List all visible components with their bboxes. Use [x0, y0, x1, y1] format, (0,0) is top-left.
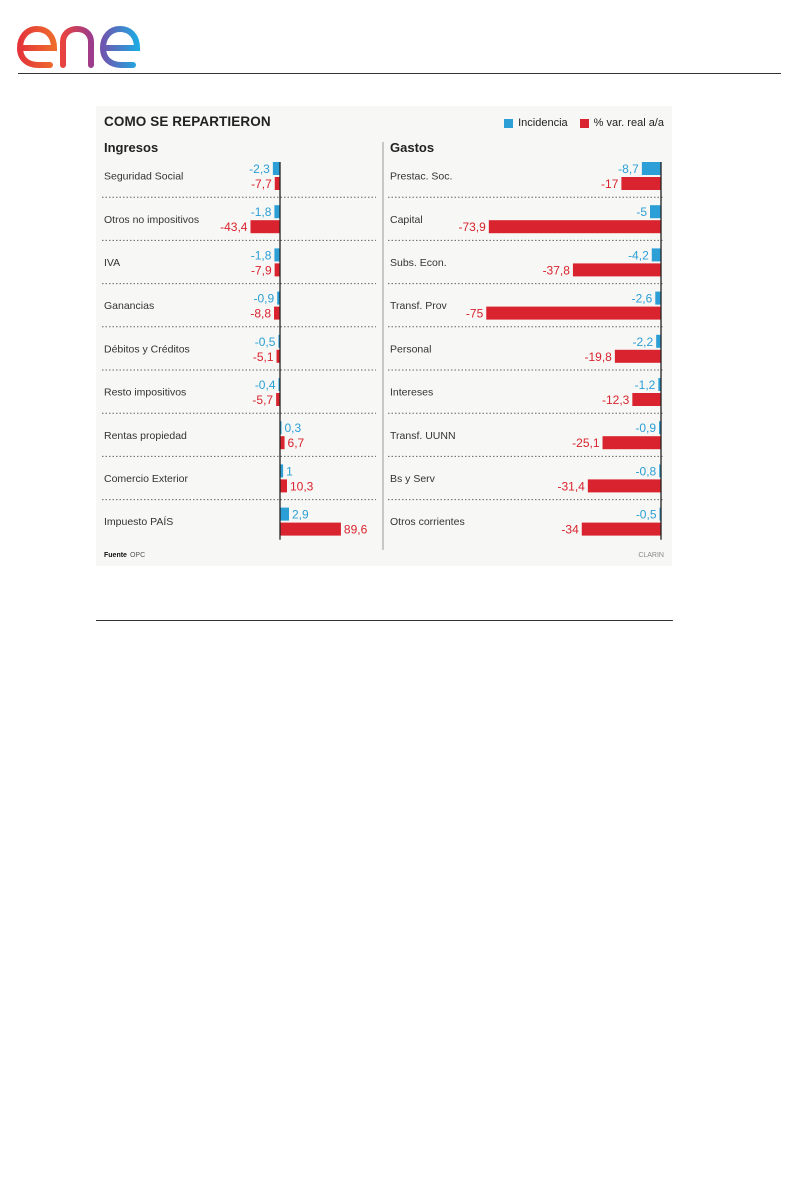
label-var-real-gastos-transf-uunn: -25,1 — [572, 436, 600, 451]
category-label-ingresos-impuesto-pais: Impuesto PAÍS — [104, 516, 174, 529]
bar-var-real-ingresos-seguridad-social — [275, 177, 280, 190]
bar-incidencia-ingresos-impuesto-pais — [280, 508, 289, 521]
category-label-ingresos-comercio-exterior: Comercio Exterior — [104, 473, 189, 485]
category-label-gastos-prestac-soc: Prestac. Soc. — [390, 170, 453, 183]
category-label-gastos-otros-corrientes: Otros corrientes — [390, 516, 465, 529]
label-incidencia-gastos-transf-prov: -2,6 — [631, 291, 653, 306]
bar-var-real-gastos-capital — [489, 220, 661, 233]
bar-var-real-gastos-personal — [615, 350, 661, 363]
panel-title-ingresos: Ingresos — [104, 140, 159, 155]
category-label-gastos-intereses: Intereses — [390, 386, 434, 399]
category-label-gastos-bs-y-serv: Bs y Serv — [390, 473, 435, 485]
bar-incidencia-gastos-subs-econ — [652, 248, 661, 261]
label-var-real-ingresos-otros-no-impositivos: -43,4 — [220, 220, 248, 235]
legend-swatch-var-real — [580, 119, 589, 128]
label-var-real-gastos-intereses: -12,3 — [601, 393, 630, 407]
category-label-ingresos-iva: IVA — [104, 257, 121, 269]
bar-var-real-gastos-transf-uunn — [603, 436, 661, 449]
label-incidencia-ingresos-resto-impositivos: -0,4 — [254, 378, 276, 392]
category-label-ingresos-resto-impositivos: Resto impositivos — [104, 386, 187, 399]
label-var-real-gastos-bs-y-serv: -31,4 — [557, 479, 585, 494]
bar-incidencia-gastos-transf-prov — [655, 292, 661, 305]
enel-logo — [16, 8, 172, 68]
bar-var-real-gastos-subs-econ — [573, 263, 661, 276]
label-incidencia-gastos-prestac-soc: -8,7 — [618, 162, 639, 176]
category-label-gastos-capital: Capital — [390, 213, 423, 226]
label-incidencia-ingresos-impuesto-pais: 2,9 — [291, 507, 309, 522]
chart-canvas — [96, 106, 672, 566]
category-label-ingresos-rentas-propiedad: Rentas propiedad — [104, 429, 187, 442]
label-var-real-gastos-capital: -73,9 — [458, 220, 486, 235]
label-incidencia-ingresos-comercio-exterior: 1 — [286, 464, 293, 479]
label-var-real-ingresos-debitos-y-creditos: -5,1 — [252, 349, 274, 364]
category-label-gastos-subs-econ: Subs. Econ. — [390, 257, 447, 269]
legend-label-incidencia: Incidencia — [518, 117, 568, 129]
bar-var-real-ingresos-impuesto-pais — [280, 523, 341, 536]
label-incidencia-gastos-otros-corrientes: -0,5 — [635, 507, 657, 522]
label-incidencia-gastos-capital: -5 — [636, 205, 647, 220]
label-var-real-gastos-prestac-soc: -17 — [601, 177, 619, 191]
label-var-real-gastos-transf-prov: -75 — [465, 306, 484, 321]
panel-title-gastos: Gastos — [390, 140, 435, 155]
label-incidencia-ingresos-iva: -1,8 — [250, 248, 272, 263]
label-incidencia-gastos-personal: -2,2 — [632, 334, 654, 349]
legend-swatch-incidencia — [504, 119, 513, 128]
bar-var-real-gastos-transf-prov — [486, 307, 661, 320]
category-label-gastos-personal: Personal — [390, 343, 432, 356]
bar-var-real-gastos-prestac-soc — [621, 177, 661, 190]
label-incidencia-ingresos-ganancias: -0,9 — [253, 291, 275, 306]
label-incidencia-ingresos-seguridad-social: -2,3 — [249, 162, 270, 176]
label-incidencia-ingresos-rentas-propiedad: 0,3 — [284, 421, 302, 436]
bar-var-real-ingresos-iva — [275, 263, 280, 276]
category-label-ingresos-debitos-y-creditos: Débitos y Créditos — [104, 343, 190, 356]
label-var-real-gastos-subs-econ: -37,8 — [542, 263, 570, 278]
bar-incidencia-ingresos-seguridad-social — [273, 162, 280, 175]
category-label-ingresos-otros-no-impositivos: Otros no impositivos — [104, 213, 200, 226]
bar-var-real-ingresos-comercio-exterior — [280, 479, 287, 492]
bar-var-real-ingresos-rentas-propiedad — [280, 436, 285, 449]
bar-incidencia-gastos-personal — [656, 335, 661, 348]
source-label: Fuente — [104, 552, 127, 559]
bar-incidencia-ingresos-otros-no-impositivos — [274, 205, 280, 218]
category-label-gastos-transf-uunn: Transf. UUNN — [390, 429, 456, 442]
bar-incidencia-gastos-prestac-soc — [642, 162, 661, 175]
legend-label-var-real: % var. real a/a — [593, 117, 664, 129]
label-var-real-ingresos-seguridad-social: -7,7 — [251, 177, 272, 191]
chart-figure — [96, 106, 672, 566]
label-var-real-ingresos-impuesto-pais: 89,6 — [343, 522, 368, 537]
label-var-real-ingresos-iva: -7,9 — [250, 263, 272, 278]
label-incidencia-gastos-intereses: -1,2 — [634, 378, 656, 392]
header-divider — [18, 73, 781, 74]
bar-incidencia-ingresos-iva — [274, 248, 280, 261]
label-incidencia-ingresos-debitos-y-creditos: -0,5 — [254, 334, 276, 349]
category-label-ingresos-seguridad-social: Seguridad Social — [104, 170, 184, 183]
chart-source — [104, 552, 145, 559]
chart-credit: CLARIN — [638, 552, 664, 559]
label-var-real-gastos-personal: -19,8 — [584, 349, 612, 364]
bar-var-real-ingresos-ganancias — [274, 307, 280, 320]
footer-divider — [96, 620, 673, 621]
source-value: OPC — [129, 552, 146, 559]
label-var-real-ingresos-resto-impositivos: -5,7 — [252, 393, 274, 407]
chart-title: COMO SE REPARTIERON — [104, 114, 271, 129]
bar-var-real-gastos-intereses — [632, 393, 661, 406]
label-incidencia-gastos-bs-y-serv: -0,8 — [635, 464, 657, 479]
category-label-gastos-transf-prov: Transf. Prov — [390, 300, 447, 313]
bar-incidencia-gastos-capital — [650, 205, 661, 218]
label-var-real-ingresos-ganancias: -8,8 — [250, 306, 272, 321]
bar-var-real-ingresos-otros-no-impositivos — [250, 220, 280, 233]
label-var-real-ingresos-rentas-propiedad: 6,7 — [287, 436, 305, 451]
category-label-ingresos-ganancias: Ganancias — [104, 300, 155, 313]
label-var-real-gastos-otros-corrientes: -34 — [561, 522, 579, 537]
legend — [504, 117, 664, 129]
bar-var-real-gastos-otros-corrientes — [582, 523, 661, 536]
label-incidencia-ingresos-otros-no-impositivos: -1,8 — [250, 205, 272, 220]
bar-var-real-gastos-bs-y-serv — [588, 479, 661, 492]
label-incidencia-gastos-subs-econ: -4,2 — [628, 248, 649, 263]
label-incidencia-gastos-transf-uunn: -0,9 — [635, 421, 657, 436]
label-var-real-ingresos-comercio-exterior: 10,3 — [290, 479, 314, 494]
